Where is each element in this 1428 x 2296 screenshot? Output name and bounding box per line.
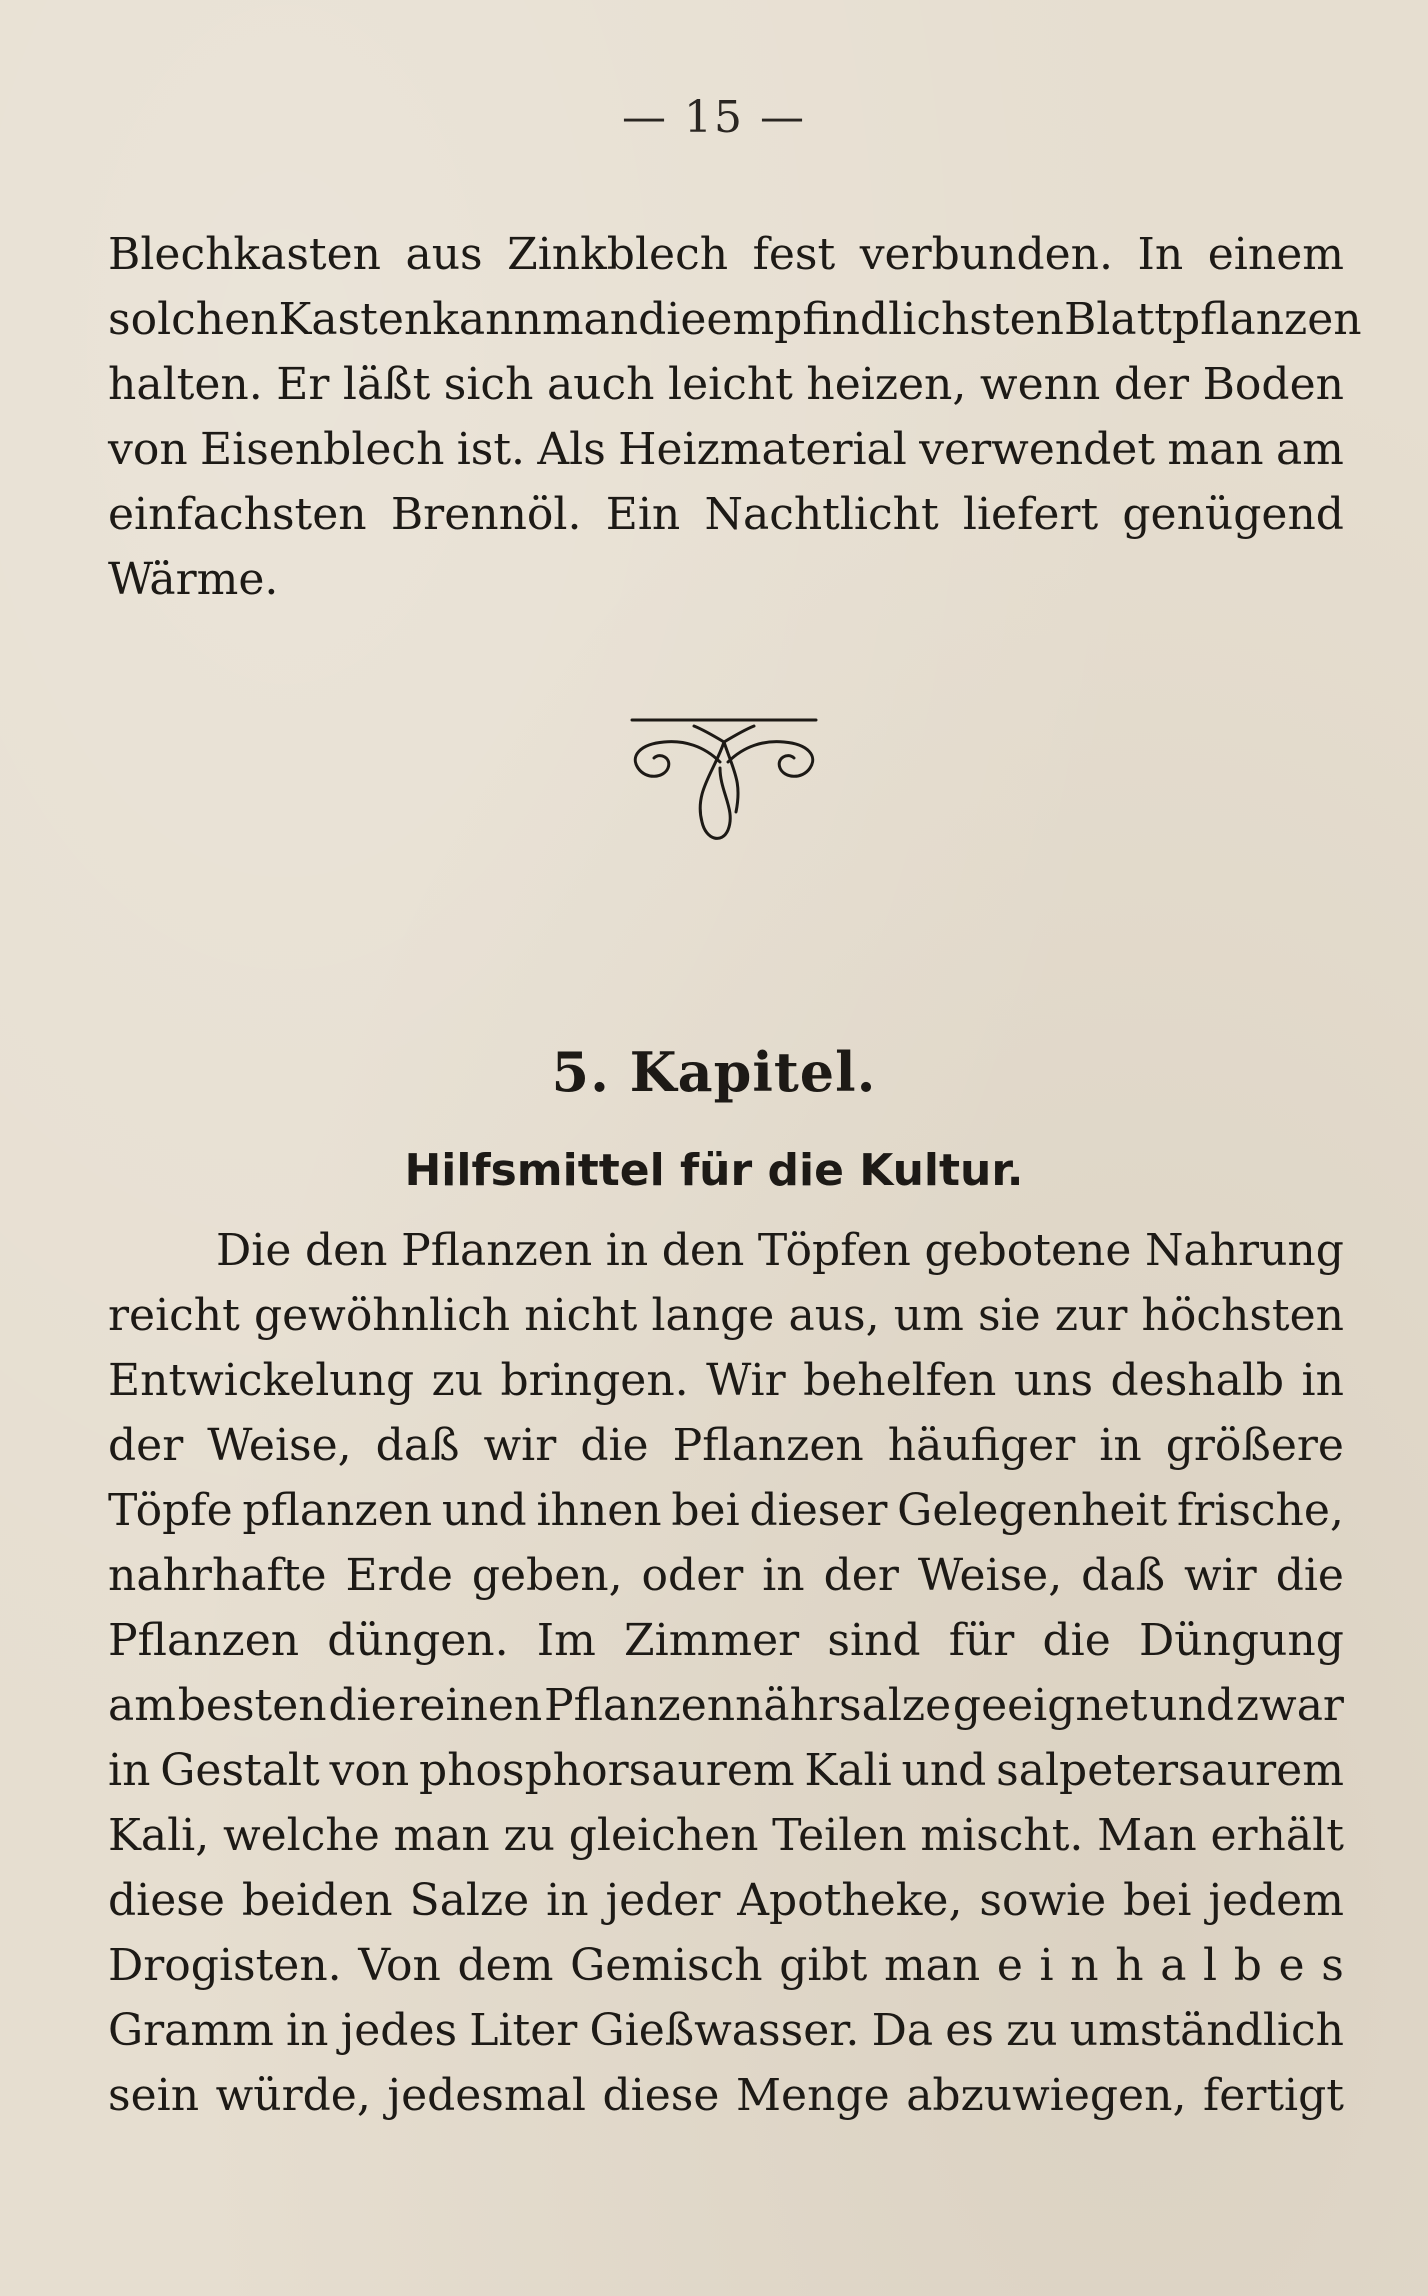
section-title: Hilfsmittel für die Kultur.	[404, 1145, 1024, 1196]
text-line: Gramm in jedes Liter Gießwasser. Da es zu umständlich	[108, 2005, 1344, 2056]
text-line: Pflanzen düngen. Im Zimmer sind für die Düngung	[108, 1615, 1344, 1666]
text-line: Drogisten. Von dem Gemisch gibt man e i n h a l b e s	[108, 1940, 1344, 1991]
text-line: Entwickelung zu bringen. Wir behelfen uns deshalb in	[108, 1355, 1344, 1406]
text-line: Töpfe pflanzen und ihnen bei dieser Gelegenheit frische,	[108, 1485, 1344, 1536]
text-line: sein würde, jedesmal diese Menge abzuwiegen, fertigt	[108, 2070, 1344, 2121]
chapter-title: 5. Kapitel.	[551, 1040, 877, 1104]
text-line: Blechkasten aus Zinkblech fest verbunden. In einem	[108, 229, 1344, 280]
text-line: Kali, welche man zu gleichen Teilen mischt. Man erhält	[108, 1810, 1344, 1861]
body-paragraph	[108, 1218, 1344, 2128]
text-line: solchen Kasten kann man die empfindlichsten Blattpflanzen	[108, 294, 1362, 345]
text-line: nahrhafte Erde geben, oder in der Weise, daß wir die	[108, 1550, 1344, 1601]
text-line: Die den Pflanzen in den Töpfen gebotene Nahrung	[216, 1225, 1344, 1276]
scroll-ornament-icon	[624, 712, 824, 852]
text-line: einfachsten Brennöl. Ein Nachtlicht liefert genügend	[108, 489, 1344, 540]
text-line: Wärme.	[108, 554, 279, 605]
text-line: am besten die reinen Pflanzennährsalze geeignet und zwar	[108, 1680, 1344, 1731]
text-line: reicht gewöhnlich nicht lange aus, um sie zur höchsten	[108, 1290, 1344, 1341]
text-line: der Weise, daß wir die Pflanzen häufiger in größere	[108, 1420, 1344, 1471]
text-line: diese beiden Salze in jeder Apotheke, sowie bei jedem	[108, 1875, 1344, 1926]
top-paragraph	[108, 222, 1362, 612]
page-number: — 15 —	[622, 92, 806, 143]
text-line: halten. Er läßt sich auch leicht heizen, wenn der Boden	[108, 359, 1344, 410]
text-line: von Eisenblech ist. Als Heizmaterial verwendet man am	[108, 424, 1344, 475]
text-line: in Gestalt von phosphorsaurem Kali und salpetersaurem	[108, 1745, 1344, 1796]
